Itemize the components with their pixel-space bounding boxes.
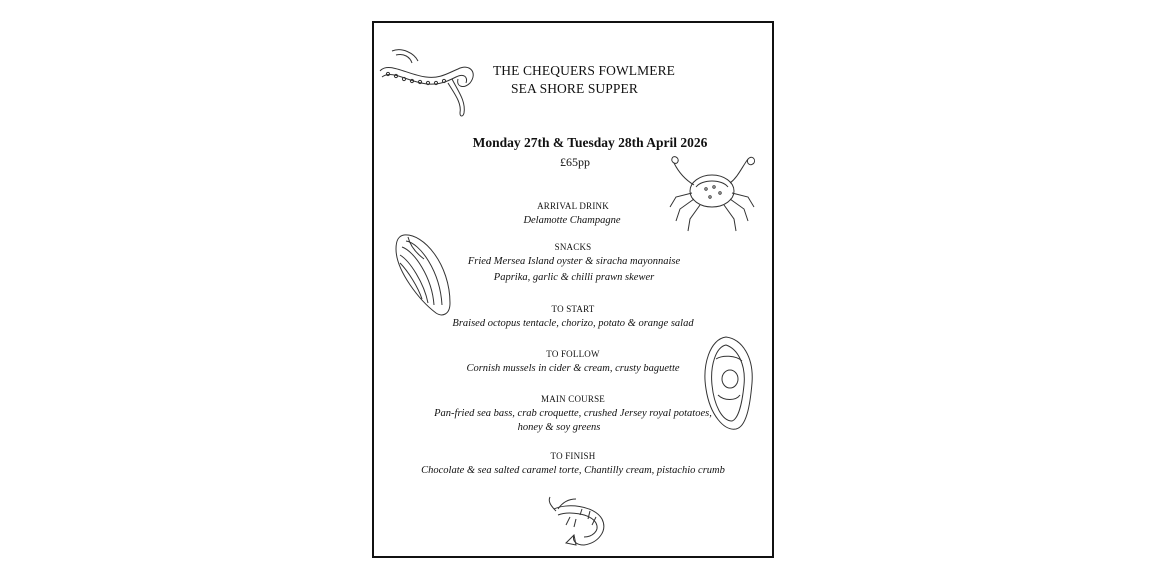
menu-item: Cornish mussels in cider & cream, crusty baguette xyxy=(466,363,680,374)
menu-item: honey & soy greens xyxy=(517,422,601,433)
menu-title-line2: SEA SHORE SUPPER xyxy=(511,81,638,96)
event-price: £65pp xyxy=(560,155,590,169)
event-dates: Monday 27th & Tuesday 28th April 2026 xyxy=(472,135,708,150)
menu-item: Fried Mersea Island oyster & siracha mayonnaise xyxy=(467,256,681,267)
section-heading-to-follow: TO FOLLOW xyxy=(546,349,600,359)
section-heading-to-start: TO START xyxy=(551,304,595,314)
section-heading-arrival-drink: ARRIVAL DRINK xyxy=(537,201,609,211)
section-heading-snacks: SNACKS xyxy=(554,242,592,252)
menu-item: Delamotte Champagne xyxy=(523,215,621,226)
menu-title-line1: THE CHEQUERS FOWLMERE xyxy=(492,63,676,78)
menu-page xyxy=(372,21,774,558)
menu-item: Chocolate & sea salted caramel torte, Chantilly cream, pistachio crumb xyxy=(421,465,725,476)
menu-item: Pan-fried sea bass, crab croquette, crushed Jersey royal potatoes, xyxy=(434,408,712,419)
section-heading-main-course: MAIN COURSE xyxy=(541,394,605,404)
menu-item: Braised octopus tentacle, chorizo, potato & orange salad xyxy=(452,318,694,329)
prawn-icon xyxy=(546,495,610,551)
section-heading-to-finish: TO FINISH xyxy=(550,451,596,461)
menu-item: Paprika, garlic & chilli prawn skewer xyxy=(493,272,655,283)
